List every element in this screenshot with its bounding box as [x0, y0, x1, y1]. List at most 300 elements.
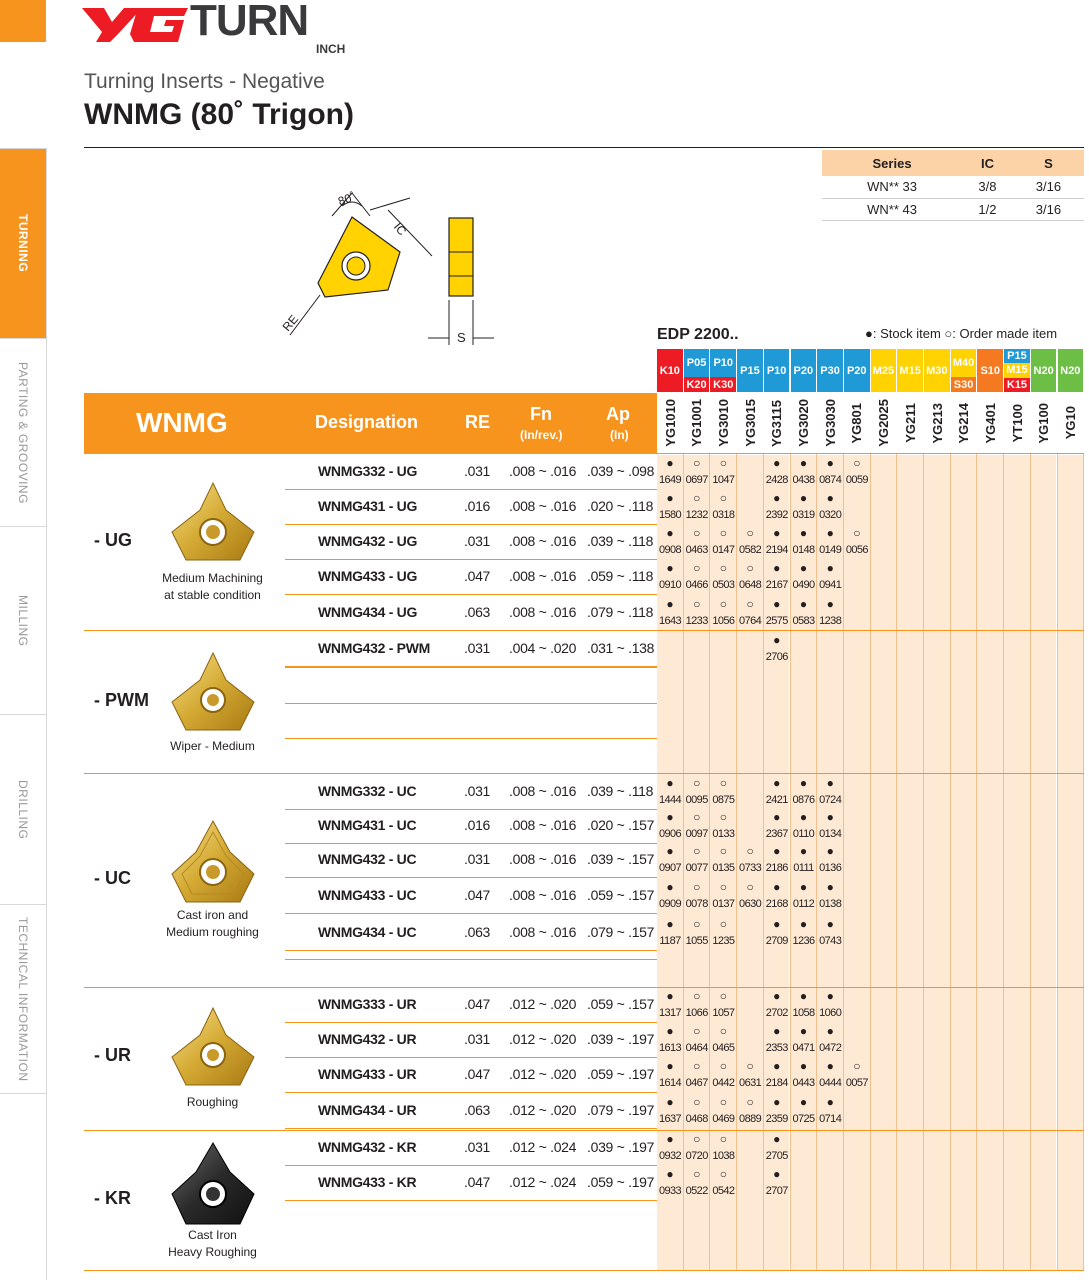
side-tab-label: TURNING	[16, 214, 30, 273]
s-cell: 3/16	[1013, 176, 1084, 198]
edp-code: 0933	[658, 1185, 682, 1197]
stock-item-mark: ●	[666, 1167, 674, 1181]
table-header-bar	[84, 393, 657, 453]
fn-cell: .008 ~ .016	[509, 498, 577, 514]
edp-code: 0465	[712, 1042, 735, 1054]
order-item-mark: ○	[719, 456, 728, 470]
stock-item-mark: ●	[773, 526, 781, 540]
group-caption: Cast iron and	[176, 908, 249, 922]
stock-item-mark: ●	[666, 597, 674, 611]
grade-column-fill	[1031, 455, 1057, 1270]
ap-cell: .079 ~ .118	[587, 604, 654, 620]
edp-code: 2194	[765, 544, 788, 556]
stock-item-mark: ●	[799, 880, 808, 894]
edp-code: 0318	[712, 509, 735, 521]
group-divider	[84, 987, 1084, 988]
order-item-mark: ○	[719, 776, 728, 790]
grade-name-label: YG1001	[689, 399, 705, 447]
legend	[865, 326, 1057, 341]
series-table	[822, 150, 1084, 221]
order-item-mark: ○	[719, 526, 728, 540]
designation-cell: WNMG433 - KR	[318, 1174, 417, 1190]
ap-cell: .039 ~ .098	[587, 463, 655, 479]
ap-cell: .039 ~ .197	[587, 1031, 655, 1047]
grade-column-fill	[951, 455, 977, 1270]
grade-name-label: YG3015	[742, 399, 758, 447]
row-divider	[285, 1092, 657, 1093]
edp-code: 0078	[685, 898, 708, 910]
stock-item-mark: ●	[773, 1059, 781, 1073]
series-row	[822, 198, 1084, 220]
re-cell: .031	[464, 1031, 491, 1047]
product-title: WNMG (80˚ Trigon)	[84, 98, 354, 131]
re-cell: .016	[464, 817, 491, 833]
edp-prefix: EDP 2200..	[657, 326, 739, 343]
grade-column-fill	[1058, 455, 1084, 1270]
group-caption: Heavy Roughing	[168, 1245, 257, 1259]
title-rule	[84, 147, 1084, 148]
edp-code: 0137	[712, 898, 735, 910]
order-item-mark: ○	[693, 776, 701, 790]
designation-cell: WNMG332 - UC	[318, 783, 417, 799]
insert-image-ur	[168, 1005, 258, 1090]
stock-item-mark: ●	[826, 917, 834, 931]
edp-code: 2167	[765, 579, 788, 591]
edp-code: 0136	[819, 862, 842, 874]
edp-code: 1444	[658, 794, 682, 806]
insert-image-pwm	[168, 650, 258, 735]
grade-name-label: YG2025	[876, 399, 892, 447]
group-caption: Wiper - Medium	[170, 739, 255, 753]
group-label: - UC	[94, 868, 131, 888]
edp-code: 1060	[819, 1007, 842, 1019]
grade-iso-cell: P20	[844, 349, 870, 392]
stock-item-mark: ●	[799, 526, 808, 540]
ap-cell: .039 ~ .118	[587, 783, 654, 799]
row-divider	[285, 630, 657, 631]
row-divider	[285, 1057, 657, 1058]
re-cell: .047	[464, 568, 491, 584]
ic-label: IC	[390, 219, 410, 239]
series-header: Series	[822, 150, 962, 176]
grade-iso-cell: P15	[737, 349, 763, 392]
edp-code: 1614	[658, 1077, 682, 1089]
order-item-mark: ○	[693, 561, 701, 575]
header-bottom-rule	[84, 453, 1084, 454]
order-item-mark: ○	[853, 456, 861, 470]
order-item-mark: ○	[746, 526, 754, 540]
stock-item-mark: ●	[799, 989, 808, 1003]
row-divider	[285, 703, 657, 704]
edp-code: 2353	[765, 1042, 788, 1054]
grade-column-fill	[871, 455, 897, 1270]
edp-code: 2707	[765, 1185, 788, 1197]
side-tab-turning[interactable]	[0, 148, 46, 338]
edp-code: 0110	[792, 828, 815, 840]
edp-code: 0147	[712, 544, 735, 556]
row-divider	[285, 594, 657, 595]
edp-code: 1038	[712, 1150, 735, 1162]
fn-cell: .008 ~ .016	[509, 817, 577, 833]
edp-code: 2168	[765, 898, 788, 910]
grade-name-label: YG1010	[662, 399, 678, 447]
edp-code: 0138	[819, 898, 842, 910]
re-cell: .031	[464, 640, 491, 656]
grade-name-label: YG3010	[715, 399, 731, 447]
edp-code: 0714	[819, 1113, 842, 1125]
stock-item-mark: ●	[666, 917, 674, 931]
order-item-mark: ○	[719, 917, 728, 931]
stock-item-mark: ●	[799, 776, 808, 790]
header-designation: Designation	[315, 412, 419, 432]
re-cell: .047	[464, 996, 491, 1012]
edp-code: 0743	[819, 935, 842, 947]
stock-item-mark: ●	[666, 880, 674, 894]
fn-cell: .004 ~ .020	[509, 640, 577, 656]
stock-item-mark: ●	[773, 1132, 781, 1146]
designation-cell: WNMG431 - UG	[318, 498, 418, 514]
side-nav-border	[46, 148, 47, 1280]
stock-item-mark: ●	[799, 844, 808, 858]
stock-item-mark: ●	[799, 491, 808, 505]
edp-code: 0464	[685, 1042, 708, 1054]
grade-iso-header	[657, 349, 1084, 392]
stock-item-mark: ●	[666, 491, 674, 505]
designation-cell: WNMG431 - UC	[318, 817, 417, 833]
brand-sub: INCH	[316, 42, 346, 56]
edp-code: 2575	[765, 615, 788, 627]
order-item-mark: ○	[746, 561, 754, 575]
re-cell: .063	[464, 604, 491, 620]
stock-item-mark: ●	[799, 1059, 808, 1073]
ic-header: IC	[962, 150, 1013, 176]
stock-item-mark: ●	[826, 526, 834, 540]
side-tab-parting-grooving[interactable]	[0, 338, 46, 526]
stock-item-text: : Stock item	[872, 326, 941, 341]
row-divider	[285, 524, 657, 525]
edp-code: 2392	[765, 509, 788, 521]
stock-item-mark: ●	[773, 456, 781, 470]
edp-code: 0503	[712, 579, 735, 591]
edp-code: 0148	[792, 544, 815, 556]
fn-cell: .008 ~ .016	[509, 604, 577, 620]
ap-cell: .020 ~ .118	[587, 498, 654, 514]
grade-iso-cell: P30	[817, 349, 843, 392]
order-item-mark: ○	[693, 1167, 701, 1181]
fn-cell: .012 ~ .020	[509, 1031, 577, 1047]
grade-iso-cell: M15	[897, 349, 923, 392]
order-item-mark: ○	[719, 597, 728, 611]
group-label: - UG	[94, 530, 132, 550]
designation-cell: WNMG433 - UG	[318, 568, 418, 584]
order-item-mark: ○	[719, 989, 728, 1003]
order-item-mark: ○	[719, 844, 728, 858]
edp-code: 0630	[739, 898, 762, 910]
edp-code: 0941	[819, 579, 842, 591]
grade-name	[977, 393, 1003, 453]
side-tab-label: PARTING & GROOVING	[16, 361, 30, 504]
edp-code: 0724	[819, 794, 842, 806]
edp-code: 1238	[819, 615, 842, 627]
header-re: RE	[465, 412, 491, 432]
group-caption: Roughing	[186, 1095, 239, 1109]
side-tab-technical-information[interactable]	[0, 904, 46, 1094]
stock-item-mark: ●	[799, 1095, 808, 1109]
edp-code: 2359	[765, 1113, 788, 1125]
header-ap-unit: (In)	[610, 428, 629, 442]
edp-code: 0542	[712, 1185, 735, 1197]
grade-column-fill	[977, 455, 1003, 1270]
designation-cell: WNMG432 - KR	[318, 1139, 417, 1155]
stock-item-mark: ●	[773, 1095, 781, 1109]
edp-code: 1580	[658, 509, 682, 521]
edp-code: 0112	[792, 898, 815, 910]
edp-code: 0057	[845, 1077, 868, 1089]
re-cell: .031	[464, 1139, 491, 1155]
edp-code: 0111	[793, 862, 814, 874]
grade-iso-cell: P20	[791, 349, 817, 392]
order-item-mark: ○	[693, 917, 701, 931]
grade-name	[657, 393, 683, 453]
edp-code: 0471	[792, 1042, 815, 1054]
group-divider	[84, 1130, 1084, 1131]
edp-code: 0631	[739, 1077, 762, 1089]
stock-item-mark: ●	[666, 776, 674, 790]
row-divider	[285, 1200, 657, 1201]
grade-iso-cell: M25	[871, 349, 897, 392]
re-cell: .063	[464, 1102, 491, 1118]
stock-item-mark: ●	[666, 456, 674, 470]
stock-item-mark: ●	[826, 810, 834, 824]
row-divider	[285, 913, 657, 914]
stock-item-mark: ●	[799, 561, 808, 575]
stock-item-mark: ●	[666, 561, 674, 575]
ap-cell: .031 ~ .138	[587, 640, 655, 656]
stock-item-mark: ●	[826, 456, 834, 470]
brand-turn: TURN	[190, 0, 309, 45]
stock-item-mark: ●	[773, 1024, 781, 1038]
edp-code: 0097	[685, 828, 708, 840]
order-item-symbol: ○	[944, 326, 953, 341]
fn-cell: .008 ~ .016	[509, 783, 577, 799]
corner-tab	[0, 0, 46, 42]
grade-iso-cell: P10	[764, 349, 790, 392]
fn-cell: .008 ~ .016	[509, 851, 577, 867]
order-item-mark: ○	[693, 491, 701, 505]
side-tab-label: MILLING	[16, 594, 30, 647]
grade-iso-cell: N20	[1058, 349, 1084, 392]
edp-code: 0876	[792, 794, 815, 806]
stock-item-mark: ●	[826, 880, 834, 894]
order-item-mark: ○	[693, 1059, 701, 1073]
edp-code: 2428	[765, 474, 788, 486]
edp-code: 0697	[685, 474, 708, 486]
row-divider	[285, 738, 657, 739]
row-divider	[285, 959, 657, 960]
edp-code: 0490	[792, 579, 815, 591]
re-cell: .047	[464, 1174, 491, 1190]
group-caption: at stable condition	[164, 588, 261, 602]
edp-code: 1232	[685, 509, 708, 521]
edp-code: 1066	[685, 1007, 708, 1019]
edp-code: 1056	[712, 615, 735, 627]
insert-image-uc	[168, 818, 258, 906]
edp-code: 2184	[765, 1077, 788, 1089]
edp-code: 0444	[819, 1077, 842, 1089]
stock-item-mark: ●	[773, 989, 781, 1003]
order-item-mark: ○	[719, 1132, 728, 1146]
grade-name	[951, 393, 977, 453]
fn-cell: .008 ~ .016	[509, 568, 577, 584]
grade-name	[1031, 393, 1057, 453]
edp-code: 2709	[765, 935, 788, 947]
stock-item-mark: ●	[826, 1095, 834, 1109]
grade-name-label: YG3030	[822, 399, 838, 447]
category-title: Turning Inserts - Negative	[84, 70, 325, 93]
row-divider	[285, 1022, 657, 1023]
edp-code: 0910	[658, 579, 682, 591]
grade-name-label: YG211	[902, 403, 918, 443]
stock-item-mark: ●	[773, 776, 781, 790]
group-label: - KR	[94, 1188, 131, 1208]
series-cell: WN** 33	[822, 176, 962, 198]
row-divider	[285, 950, 657, 951]
stock-item-mark: ●	[826, 1059, 834, 1073]
grade-name	[684, 393, 710, 453]
side-tab-drilling[interactable]	[0, 714, 46, 904]
edp-code: 0442	[712, 1077, 735, 1089]
insert-geometry-diagram	[270, 180, 510, 355]
stock-item-mark: ●	[799, 810, 808, 824]
stock-item-mark: ●	[773, 880, 781, 894]
order-item-mark: ○	[719, 810, 728, 824]
stock-item-mark: ●	[799, 456, 808, 470]
grade-iso-cell: P15	[1004, 349, 1030, 363]
stock-item-symbol: ●	[865, 326, 873, 341]
re-cell: .063	[464, 924, 491, 940]
group-divider	[84, 773, 1084, 774]
designation-cell: WNMG432 - UG	[318, 533, 418, 549]
ap-cell: .079 ~ .157	[587, 924, 655, 940]
grade-name	[844, 393, 870, 453]
stock-item-mark: ●	[826, 561, 834, 575]
grade-column-fill	[897, 455, 923, 1270]
header-wnmg: WNMG	[136, 407, 228, 438]
side-tab-label: DRILLING	[16, 779, 30, 840]
group-label: - PWM	[94, 690, 149, 710]
row-divider	[285, 877, 657, 878]
designation-cell: WNMG433 - UR	[318, 1066, 417, 1082]
grade-iso-cell: S10	[977, 349, 1003, 392]
re-label: RE	[279, 312, 302, 334]
edp-code: 0582	[739, 544, 762, 556]
grade-column-separator	[1083, 393, 1084, 1270]
fn-cell: .012 ~ .020	[509, 1066, 577, 1082]
grade-iso-cell: K20	[684, 377, 710, 392]
stock-item-mark: ●	[773, 810, 781, 824]
designation-cell: WNMG433 - UC	[318, 887, 417, 903]
edp-code: 0733	[739, 862, 762, 874]
edp-code: 2706	[765, 651, 788, 663]
series-cell: WN** 43	[822, 198, 962, 220]
grade-column-fill	[924, 455, 950, 1270]
edp-code: 0907	[658, 862, 682, 874]
designation-cell: WNMG432 - PWM	[318, 640, 430, 656]
edp-code: 0889	[739, 1113, 762, 1125]
fn-cell: .008 ~ .016	[509, 924, 577, 940]
edp-code: 0648	[739, 579, 762, 591]
grade-name	[924, 393, 950, 453]
grade-iso-cell: K30	[710, 377, 736, 392]
fn-cell: .012 ~ .024	[509, 1174, 577, 1190]
order-item-mark: ○	[693, 989, 701, 1003]
order-item-mark: ○	[719, 491, 728, 505]
grade-name-label: YG3115	[769, 399, 785, 447]
edp-code: 0134	[819, 828, 842, 840]
edp-code: 2702	[765, 1007, 788, 1019]
header-fn-unit: (In/rev.)	[520, 428, 563, 442]
grade-iso-cell: M15	[1004, 363, 1030, 377]
grade-name-label: YG214	[956, 402, 972, 444]
designation-cell: WNMG332 - UG	[318, 463, 418, 479]
fn-cell: .012 ~ .020	[509, 996, 577, 1012]
order-item-mark: ○	[719, 1059, 728, 1073]
series-header-row	[822, 150, 1084, 176]
stock-item-mark: ●	[666, 810, 674, 824]
side-tab-milling[interactable]	[0, 526, 46, 714]
designation-cell: WNMG432 - UC	[318, 851, 417, 867]
edp-code: 0472	[819, 1042, 842, 1054]
brand-logo	[80, 2, 350, 58]
edp-code: 0906	[658, 828, 682, 840]
ap-cell: .059 ~ .197	[587, 1066, 655, 1082]
s-label: S	[457, 330, 466, 345]
edp-code: 2186	[765, 862, 788, 874]
grade-name	[817, 393, 843, 453]
edp-code: 1055	[685, 935, 708, 947]
row-divider	[285, 489, 657, 490]
stock-item-mark: ●	[666, 526, 674, 540]
designation-cell: WNMG434 - UC	[318, 924, 417, 940]
ap-cell: .079 ~ .197	[587, 1102, 655, 1118]
order-item-mark: ○	[853, 1059, 861, 1073]
insert-image-ug	[168, 480, 258, 565]
ap-cell: .059 ~ .157	[587, 996, 655, 1012]
ap-cell: .039 ~ .197	[587, 1139, 655, 1155]
grade-name	[871, 393, 897, 453]
grade-name-label: YG100	[1036, 402, 1052, 444]
stock-item-mark: ●	[666, 1095, 674, 1109]
order-item-mark: ○	[746, 1095, 754, 1109]
edp-code: 0133	[712, 828, 735, 840]
grade-iso-cell: P05	[684, 349, 710, 377]
edp-code: 1057	[712, 1007, 735, 1019]
grade-iso-cell: M40	[951, 349, 977, 377]
edp-code: 0583	[792, 615, 815, 627]
edp-code: 0467	[685, 1077, 708, 1089]
order-item-text: : Order made item	[952, 326, 1058, 341]
edp-code: 0320	[819, 509, 842, 521]
order-item-mark: ○	[746, 844, 754, 858]
re-cell: .031	[464, 533, 491, 549]
order-item-mark: ○	[719, 1167, 728, 1181]
order-item-mark: ○	[693, 880, 701, 894]
grade-name-label: YG401	[982, 402, 998, 444]
grade-name-label: YG3020	[796, 399, 811, 447]
grade-name	[1058, 393, 1084, 453]
group-caption: Medium roughing	[166, 925, 259, 939]
order-item-mark: ○	[719, 1024, 728, 1038]
